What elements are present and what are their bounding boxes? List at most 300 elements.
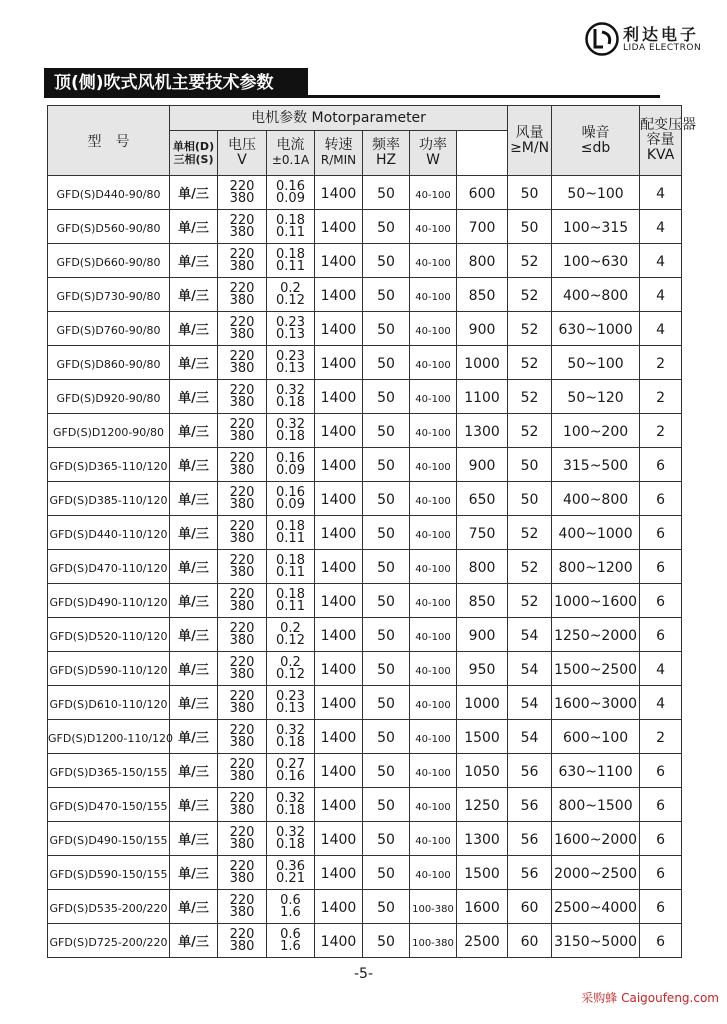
cell-speed-value: 1400 [320,934,357,950]
cell-phase-value: 单/三 [178,289,209,304]
cell-airflow [457,618,508,652]
cell-current [267,448,315,482]
cell-current [267,584,315,618]
cell-sets [640,482,682,516]
header-airflow-line2: ≥M/N [510,139,550,156]
cell-current-line2: 0.18 [276,394,305,410]
cell-current-line1: 0.32 [276,722,305,738]
header-motor-group: 电机参数 Motorparameter [170,106,508,131]
table-row [48,448,682,482]
cell-current-line1: 0.16 [276,484,305,500]
cell-freq [363,720,410,754]
cell-kva [552,482,640,516]
cell-airflow-value: 900 [468,628,496,644]
cell-current-line2: 0.12 [276,666,305,682]
cell-model [48,584,170,618]
cell-power [410,516,457,550]
cell-freq-value: 50 [377,288,395,304]
cell-voltage-line2: 380 [229,292,255,308]
cell-phase-value: 单/三 [178,493,209,508]
cell-model-value: GFD(S)D490-150/155 [49,834,168,847]
cell-kva [552,380,640,414]
cell-sets [640,890,682,924]
cell-model-value: GFD(S)D535-200/220 [49,902,168,915]
cell-power-value: 40-100 [415,258,451,269]
cell-kva [552,312,640,346]
cell-kva [552,584,640,618]
cell-voltage-line2: 380 [229,530,255,546]
cell-noise-value: 56 [520,764,539,780]
cell-voltage [218,618,267,652]
cell-freq [363,346,410,380]
cell-noise-value: 54 [520,696,539,712]
cell-airflow [457,584,508,618]
cell-power [410,618,457,652]
table-row [48,516,682,550]
cell-power-value: 40-100 [415,462,451,473]
cell-current-line1: 0.32 [276,382,305,398]
cell-phase-value: 单/三 [178,595,209,610]
cell-voltage [218,652,267,686]
cell-current-line2: 0.12 [276,292,305,308]
cell-model [48,448,170,482]
cell-speed-value: 1400 [320,424,357,440]
cell-noise [508,652,552,686]
cell-power-value: 100-380 [412,938,454,949]
table-row [48,210,682,244]
cell-airflow-value: 900 [468,458,496,474]
cell-airflow [457,210,508,244]
table-row [48,380,682,414]
header-phase-line2: 三相(S) [173,153,214,166]
cell-noise [508,856,552,890]
cell-freq [363,754,410,788]
cell-voltage [218,482,267,516]
cell-speed [315,754,363,788]
cell-voltage [218,822,267,856]
cell-freq-value: 50 [377,832,395,848]
cell-voltage-line1: 220 [229,416,255,432]
cell-power-value: 40-100 [415,530,451,541]
cell-speed [315,516,363,550]
cell-voltage-line2: 380 [229,870,255,886]
cell-kva-value: 50~100 [567,186,624,202]
cell-model [48,822,170,856]
cell-airflow [457,720,508,754]
cell-sets [640,176,682,210]
cell-power [410,856,457,890]
cell-noise [508,380,552,414]
cell-airflow [457,550,508,584]
cell-model [48,890,170,924]
cell-voltage-line1: 220 [229,552,255,568]
cell-phase [170,618,218,652]
cell-kva [552,414,640,448]
cell-phase [170,210,218,244]
cell-kva-value: 800~1500 [558,798,633,814]
cell-airflow [457,890,508,924]
cell-phase-value: 单/三 [178,323,209,338]
cell-freq [363,924,410,958]
cell-noise [508,312,552,346]
cell-kva [552,244,640,278]
cell-airflow [457,448,508,482]
cell-voltage-line1: 220 [229,790,255,806]
cell-kva-value: 2500~4000 [554,900,638,916]
cell-power-value: 40-100 [415,768,451,779]
cell-current-line2: 0.13 [276,700,305,716]
cell-power [410,890,457,924]
cell-speed [315,482,363,516]
cell-voltage-line2: 380 [229,836,255,852]
cell-freq-value: 50 [377,526,395,542]
cell-noise [508,584,552,618]
cell-model-value: GFD(S)D470-150/155 [49,800,168,813]
cell-kva [552,176,640,210]
cell-phase [170,856,218,890]
header-current-line2: ±0.1A [271,153,310,167]
cell-freq [363,482,410,516]
cell-airflow [457,244,508,278]
cell-current [267,278,315,312]
cell-phase-value: 单/三 [178,697,209,712]
cell-sets-value: 6 [656,526,666,542]
cell-sets-value: 4 [656,322,666,338]
cell-kva [552,652,640,686]
cell-airflow-value: 600 [468,186,496,202]
cell-sets-value: 6 [656,798,666,814]
cell-current-line1: 0.36 [276,858,305,874]
header-freq-line1: 频率 [372,137,400,153]
cell-noise-value: 56 [520,832,539,848]
cell-voltage-line1: 220 [229,484,255,500]
cell-phase-value: 单/三 [178,663,209,678]
cell-current-line2: 0.16 [276,768,305,784]
table-row [48,686,682,720]
cell-sets-value: 2 [656,390,666,406]
cell-current-line2: 0.18 [276,428,305,444]
cell-airflow-value: 750 [468,526,496,542]
cell-speed-value: 1400 [320,594,357,610]
logo-en-text: LIDA ELECTRON [623,43,702,53]
cell-speed-value: 1400 [320,458,357,474]
cell-current-line1: 0.32 [276,416,305,432]
cell-voltage-line1: 220 [229,858,255,874]
cell-voltage-line2: 380 [229,258,255,274]
cell-speed [315,448,363,482]
cell-current-line1: 0.6 [280,926,301,942]
header-speed [315,131,363,176]
cell-current-line2: 0.18 [276,836,305,852]
cell-phase-value: 单/三 [178,561,209,576]
cell-phase [170,244,218,278]
cell-noise-value: 52 [520,288,539,304]
cell-voltage-line2: 380 [229,598,255,614]
cell-model [48,550,170,584]
cell-airflow [457,856,508,890]
cell-kva-value: 400~1000 [558,526,633,542]
cell-freq [363,210,410,244]
cell-current-line2: 0.11 [276,258,305,274]
cell-voltage [218,550,267,584]
cell-power-value: 40-100 [415,360,451,371]
cell-phase-value: 单/三 [178,187,209,202]
cell-model [48,278,170,312]
cell-noise [508,890,552,924]
cell-current-line2: 0.18 [276,734,305,750]
cell-model [48,754,170,788]
cell-voltage [218,584,267,618]
cell-current [267,346,315,380]
cell-freq-value: 50 [377,730,395,746]
cell-speed-value: 1400 [320,560,357,576]
cell-current-line2: 1.6 [280,938,301,954]
cell-current [267,686,315,720]
cell-kva-value: 1000~1600 [554,594,638,610]
header-model [48,106,170,176]
cell-freq-value: 50 [377,866,395,882]
cell-voltage [218,312,267,346]
cell-speed [315,550,363,584]
cell-voltage-line2: 380 [229,394,255,410]
cell-voltage-line2: 380 [229,938,255,954]
cell-power-value: 40-100 [415,190,451,201]
cell-model-value: GFD(S)D385-110/120 [49,494,168,507]
cell-freq [363,550,410,584]
cell-sets-value: 2 [656,424,666,440]
cell-speed [315,720,363,754]
table-row [48,618,682,652]
cell-phase-value: 单/三 [178,731,209,746]
cell-model-value: GFD(S)D590-150/155 [49,868,168,881]
cell-freq-value: 50 [377,492,395,508]
cell-model-value: GFD(S)D490-110/120 [49,596,168,609]
cell-freq-value: 50 [377,798,395,814]
cell-model [48,346,170,380]
cell-kva [552,856,640,890]
cell-current-line2: 0.13 [276,360,305,376]
cell-speed [315,788,363,822]
page-title: 顶(侧)吹式风机主要技术参数 [44,68,308,98]
header-voltage-line1: 电压 [228,137,256,153]
cell-sets [640,618,682,652]
cell-sets-value: 6 [656,560,666,576]
table-row [48,754,682,788]
cell-freq [363,822,410,856]
cell-sets-value: 6 [656,492,666,508]
cell-sets [640,652,682,686]
cell-airflow [457,482,508,516]
cell-speed [315,176,363,210]
cell-current-line2: 0.09 [276,496,305,512]
cell-power [410,210,457,244]
cell-kva-value: 400~800 [562,288,629,304]
header-transformer-line2: 容量 [646,132,675,148]
cell-noise-value: 50 [520,186,539,202]
cell-noise-value: 50 [520,220,539,236]
cell-model-value: GFD(S)D760-90/80 [56,324,161,337]
cell-voltage-line1: 220 [229,178,255,194]
cell-current [267,856,315,890]
cell-voltage [218,720,267,754]
header-transformer-line1: 配变压器 [640,117,697,133]
cell-airflow [457,278,508,312]
cell-model-value: GFD(S)D520-110/120 [49,630,168,643]
cell-airflow-value: 850 [468,594,496,610]
cell-speed [315,346,363,380]
cell-voltage-line1: 220 [229,654,255,670]
cell-power [410,482,457,516]
cell-noise-value: 54 [520,662,539,678]
cell-noise-value: 52 [520,424,539,440]
cell-current-line1: 0.18 [276,552,305,568]
cell-model-value: GFD(S)D365-110/120 [49,460,168,473]
cell-phase-value: 单/三 [178,221,209,236]
cell-model-value: GFD(S)D860-90/80 [56,358,161,371]
cell-phase [170,720,218,754]
cell-airflow [457,516,508,550]
cell-voltage [218,754,267,788]
cell-kva-value: 1600~3000 [554,696,638,712]
cell-phase-value: 单/三 [178,425,209,440]
cell-voltage-line2: 380 [229,496,255,512]
cell-airflow-value: 1250 [464,798,500,814]
cell-voltage [218,516,267,550]
cell-current-line1: 0.16 [276,450,305,466]
cell-speed-value: 1400 [320,356,357,372]
cell-freq-value: 50 [377,594,395,610]
table-row [48,584,682,618]
cell-airflow-value: 850 [468,288,496,304]
cell-voltage [218,890,267,924]
cell-power [410,550,457,584]
cell-voltage-line1: 220 [229,620,255,636]
cell-model-value: GFD(S)D1200-110/120 [48,732,174,745]
header-current-line1: 电流 [276,137,305,153]
cell-phase [170,176,218,210]
cell-noise-value: 52 [520,322,539,338]
header-model-label: 型 号 [87,134,130,150]
cell-airflow [457,652,508,686]
cell-phase-value: 单/三 [178,901,209,916]
cell-current-line1: 0.18 [276,212,305,228]
cell-speed-value: 1400 [320,492,357,508]
table-row [48,720,682,754]
cell-current-line2: 0.13 [276,326,305,342]
header-freq-line2: HZ [375,152,397,168]
cell-model [48,618,170,652]
cell-phase [170,516,218,550]
table-row [48,414,682,448]
cell-speed [315,856,363,890]
cell-power [410,312,457,346]
cell-phase [170,380,218,414]
cell-voltage [218,176,267,210]
cell-sets [640,448,682,482]
cell-kva-value: 1600~2000 [554,832,638,848]
cell-phase-value: 单/三 [178,799,209,814]
cell-speed-value: 1400 [320,662,357,678]
cell-sets [640,516,682,550]
cell-airflow-value: 650 [468,492,496,508]
cell-voltage-line2: 380 [229,904,255,920]
cell-power [410,448,457,482]
cell-freq-value: 50 [377,254,395,270]
cell-kva-value: 100~630 [562,254,629,270]
cell-current-line1: 0.2 [280,280,301,296]
cell-sets-value: 6 [656,934,666,950]
logo-cn-text: 利达电子 [623,25,700,44]
header-freq [363,131,410,176]
cell-voltage-line1: 220 [229,688,255,704]
cell-phase [170,686,218,720]
cell-airflow-value: 1050 [464,764,500,780]
cell-voltage [218,448,267,482]
cell-speed-value: 1400 [320,186,357,202]
cell-power [410,176,457,210]
cell-sets [640,788,682,822]
table-row [48,652,682,686]
header-speed-line1: 转速 [324,137,353,153]
cell-freq-value: 50 [377,696,395,712]
cell-kva [552,924,640,958]
cell-noise-value: 54 [520,730,539,746]
cell-kva-value: 50~100 [567,356,624,372]
cell-model [48,176,170,210]
cell-kva [552,210,640,244]
cell-noise-value: 56 [520,866,539,882]
cell-current [267,176,315,210]
cell-kva [552,448,640,482]
cell-freq [363,414,410,448]
cell-phase [170,312,218,346]
cell-sets [640,346,682,380]
cell-phase-value: 单/三 [178,527,209,542]
cell-voltage-line1: 220 [229,450,255,466]
cell-power-value: 40-100 [415,700,451,711]
table-row [48,312,682,346]
cell-airflow-value: 1300 [464,424,500,440]
cell-freq-value: 50 [377,458,395,474]
cell-freq-value: 50 [377,356,395,372]
table-row [48,822,682,856]
cell-speed-value: 1400 [320,832,357,848]
cell-speed-value: 1400 [320,254,357,270]
cell-noise [508,278,552,312]
cell-voltage-line2: 380 [229,632,255,648]
cell-current-line2: 0.11 [276,530,305,546]
cell-speed [315,584,363,618]
cell-kva [552,516,640,550]
cell-freq-value: 50 [377,934,395,950]
cell-kva [552,618,640,652]
cell-phase-value: 单/三 [178,765,209,780]
cell-freq-value: 50 [377,220,395,236]
cell-freq [363,890,410,924]
cell-freq [363,244,410,278]
cell-voltage [218,788,267,822]
cell-voltage-line2: 380 [229,190,255,206]
cell-airflow-value: 2500 [464,934,500,950]
cell-phase-value: 单/三 [178,935,209,950]
cell-phase [170,584,218,618]
table-row [48,550,682,584]
cell-noise-value: 52 [520,356,539,372]
table-row [48,244,682,278]
cell-kva-value: 50~120 [567,390,624,406]
cell-model [48,312,170,346]
cell-model-value: GFD(S)D470-110/120 [49,562,168,575]
